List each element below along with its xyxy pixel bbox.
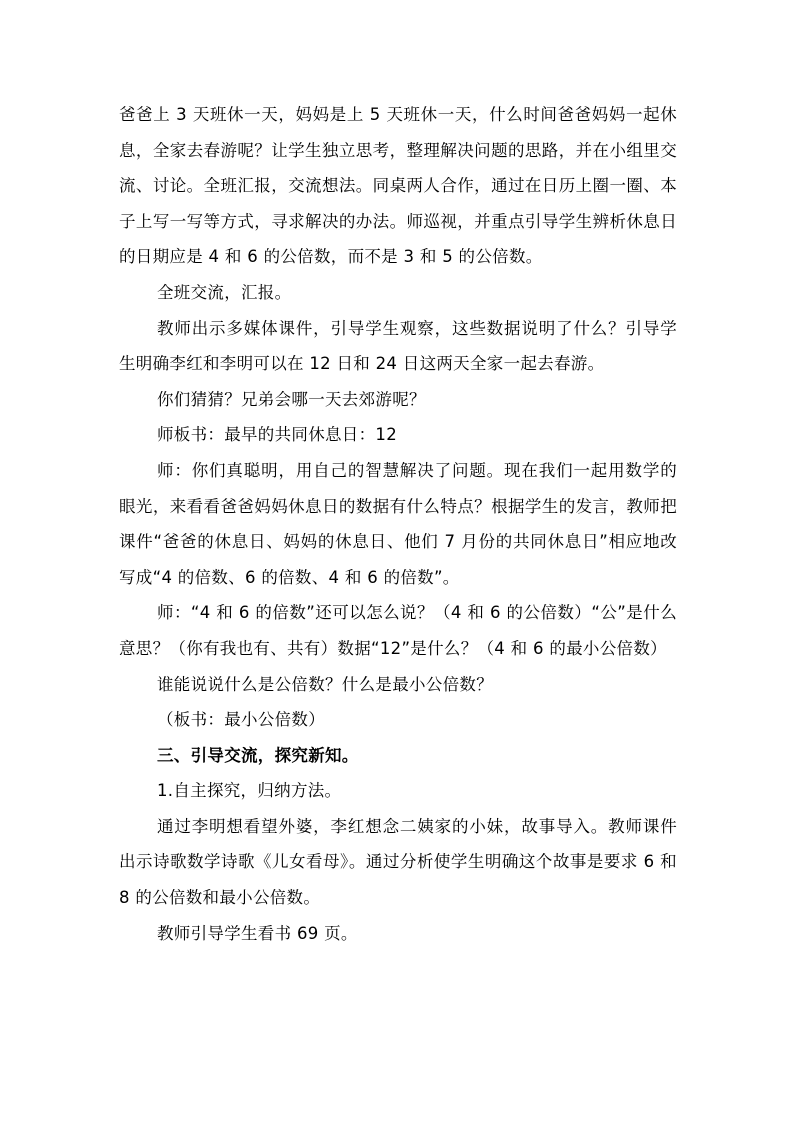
paragraph-definition-question: 谁能说说什么是公倍数？什么是最小公倍数？ <box>157 674 493 694</box>
paragraph-story-intro: 通过李明想看望外婆，李红想念二姨家的小妹，故事导入。教师课件出示诗歌数学诗歌《儿女看母》。通过分析使学生明确这个故事是要求 6 和 8 的公倍数和最小公倍数。 <box>119 816 677 908</box>
paragraph-guess: 你们猜猜？兄弟会哪一天去郊游呢？ <box>157 389 426 409</box>
paragraph-read-book: 教师引导学生看书 69 页。 <box>157 923 358 943</box>
paragraph-board-lcm: （板书：最小公倍数） <box>157 710 325 730</box>
paragraph-problem-intro: 爸爸上 3 天班休一天，妈妈是上 5 天班休一天，什么时间爸爸妈妈一起休息，全家去春游呢？让学生独立思考，整理解决问题的思路，并在小组里交流、讨论。全班汇报，交流想法。同桌两人合作，通过在日历上圈一圈、本子上写一写等方式，寻求解决的办法。师巡视，并重点引导学生辨析休息日的日期应是 4 和 6 的公倍数，而不是 3 和 5 的公倍数。 <box>119 105 677 267</box>
paragraph-teacher-question: 师：“4 和 6 的倍数”还可以怎么说？（4 和 6 的公倍数）“公”是什么意思？（你有我也有、共有）数据“12”是什么？（4 和 6 的最小公倍数） <box>119 603 677 658</box>
subsection-heading-one: 1.自主探究，归纳方法。 <box>157 781 342 801</box>
section-heading-three: 三、引导交流，探究新知。 <box>157 745 359 765</box>
paragraph-board-earliest: 师板书：最早的共同休息日：12 <box>157 425 397 445</box>
document-page <box>119 97 677 951</box>
paragraph-multimedia: 教师出示多媒体课件，引导学生观察，这些数据说明了什么？引导学生明确李红和李明可以在 12 日和 24 日这两天全家一起去春游。 <box>119 318 677 374</box>
paragraph-teacher-praise: 师：你们真聪明，用自己的智慧解决了问题。现在我们一起用数学的眼光，来看看爸爸妈妈休息日的数据有什么特点？根据学生的发言，教师把课件“爸爸的休息日、妈妈的休息日、他们 7 月份的共同休息日”相应地改写成“4 的倍数、6 的倍数、4 和 6 的倍数”。 <box>119 460 677 587</box>
paragraph-class-report: 全班交流，汇报。 <box>157 282 292 302</box>
